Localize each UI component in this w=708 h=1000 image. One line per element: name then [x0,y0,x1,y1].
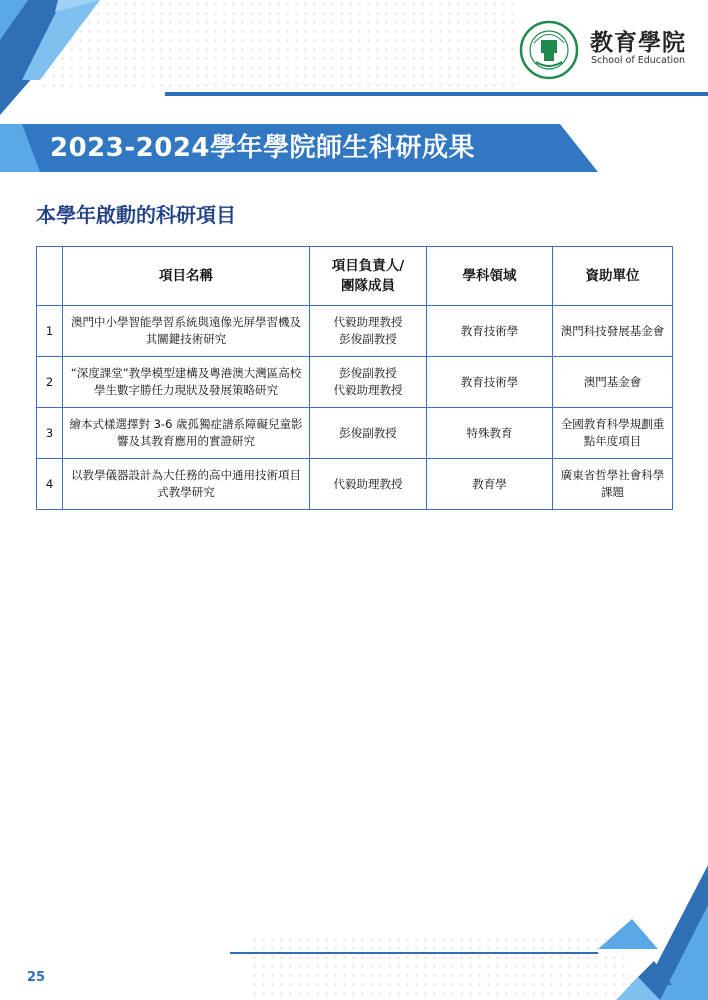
cell-funder: 澳門科技發展基金會 [553,306,673,357]
table-row [37,459,673,510]
cell-funder: 全國教育科學規劃重點年度項目 [553,408,673,459]
cell-project-name: 澳門中小學智能學習系統與遠像光屏學習機及其關鍵技術研究 [63,306,310,357]
header-leaders-line1: 項目負責人/ [331,258,405,274]
cell-leaders: 代毅助理教授 彭俊副教授 [310,306,427,357]
cell-number: 2 [37,357,63,408]
cell-project-name: 以教學儀器設計為大任務的高中通用技術項目式教學研究 [63,459,310,510]
page-number: 25 [27,970,46,985]
school-name-chinese: 教育學院 [590,29,686,56]
header-funder: 資助單位 [553,247,673,306]
cell-funder: 廣東省哲學社會科學課題 [553,459,673,510]
cell-field: 特殊教育 [427,408,553,459]
research-projects-table [36,246,673,510]
table-row [37,408,673,459]
cell-number: 1 [37,306,63,357]
cell-leaders: 代毅助理教授 [310,459,427,510]
header-field: 學科領域 [427,247,553,306]
header-leaders [310,247,427,306]
table-row [37,306,673,357]
cell-field: 教育學 [427,459,553,510]
cell-field: 教育技術學 [427,357,553,408]
cell-project-name: “深度課堂”教學模型建構及粵港澳大灣區高校學生數字勝任力現狀及發展策略研究 [63,357,310,408]
cell-funder: 澳門基金會 [553,357,673,408]
corner-decoration-top [0,0,160,130]
dot-pattern-bottom [250,935,630,1000]
footer-rule [230,952,598,954]
section-heading: 本學年啟動的科研項目 [36,203,236,227]
cell-leaders: 彭俊副教授 代毅助理教授 [310,357,427,408]
header-rule [165,92,708,96]
table-header-row [37,247,673,306]
header-number [37,247,63,306]
page-title: 2023-2024學年學院師生科研成果 [50,133,476,163]
table-row [37,357,673,408]
cell-field: 教育技術學 [427,306,553,357]
header-leaders-line2: 團隊成員 [341,278,395,294]
cell-number: 4 [37,459,63,510]
cell-leaders: 彭俊副教授 [310,408,427,459]
cell-number: 3 [37,408,63,459]
school-name-english: School of Education [591,55,686,66]
cell-project-name: 繪本式樣選擇對 3-6 歲孤獨症譜系障礙兒童影響及其教育應用的實證研究 [63,408,310,459]
university-seal-logo [519,20,579,80]
corner-decoration-bottom [598,865,708,1000]
header-project-name: 項目名稱 [63,247,310,306]
